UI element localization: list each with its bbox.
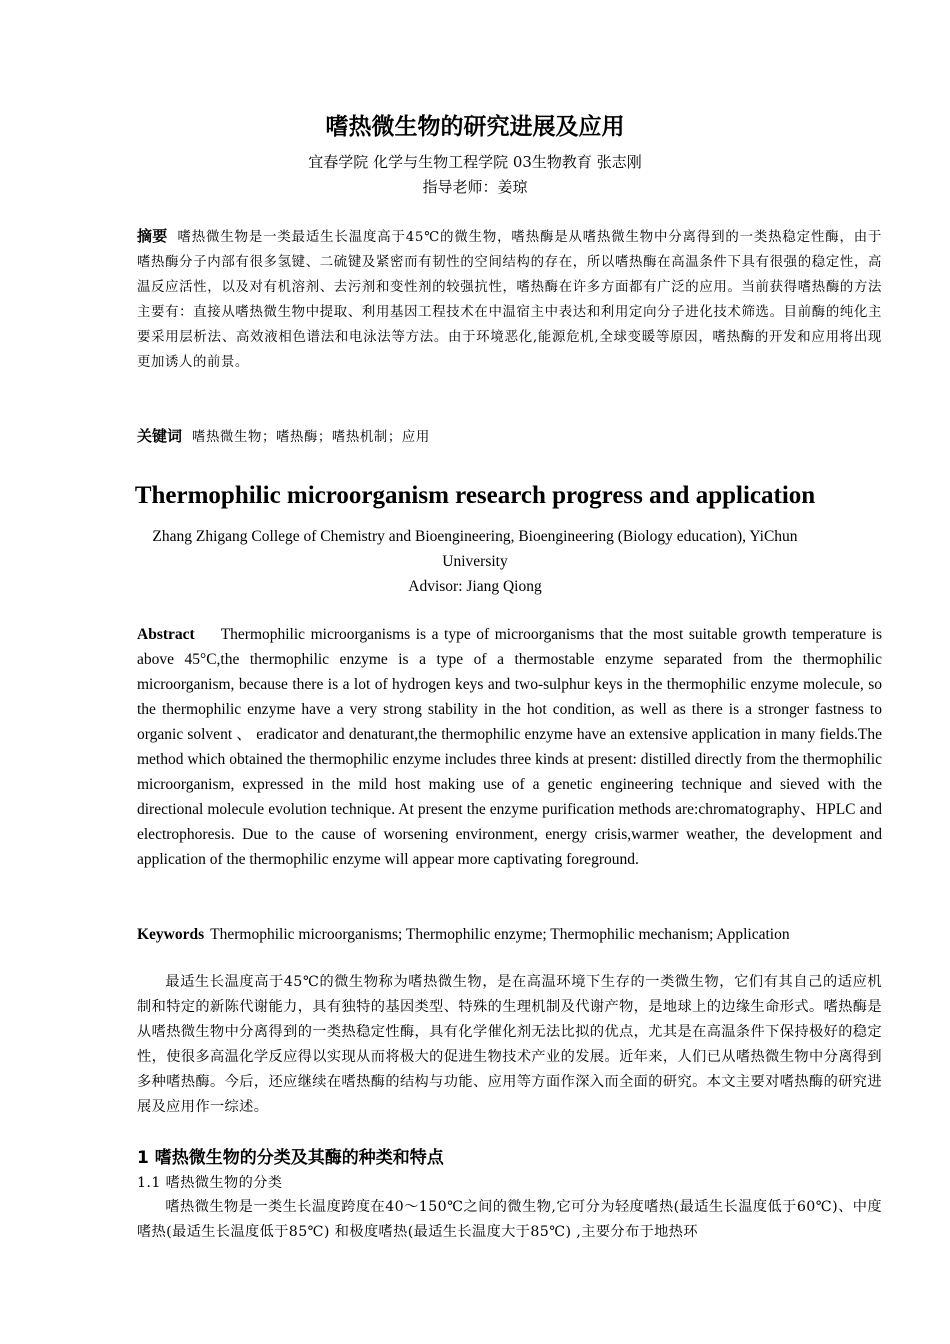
chinese-keywords [137,424,882,450]
english-keywords-text: Thermophilic microorganisms; Thermophilic enzyme; Thermophilic mechanism; Application [210,926,790,943]
chinese-abstract [137,224,882,375]
subsection-1-1-heading: 1.1 嗜热微生物的分类 [137,1175,283,1191]
chinese-keywords-text: 嗜热微生物；嗜热酶；嗜热机制；应用 [192,430,430,445]
english-keywords [137,922,882,947]
english-keywords-label: Keywords [137,926,205,943]
chinese-abstract-text: 嗜热微生物是一类最适生长温度高于45℃的微生物，嗜热酶是从嗜热微生物中分离得到的一类热稳定性酶，由于嗜热酶分子内部有很多氢键、二硫键及紧密而有韧性的空间结构的存在，所以嗜热酶在高温条件下具有很强的稳定性，高温反应活性，以及对有机溶剂、去污剂和变性剂的较强抗性，嗜热酶在许多方面都有广泛的应用。当前获得嗜热酶的方法主要有：直接从嗜热微生物中提取、利用基因工程技术在中温宿主中表达和利用定向分子进化技术筛选。目前酶的纯化主要采用层析法、高效液相色谱法和电泳法等方法。由于环境恶化,能源危机,全球变暖等原因，嗜热酶的开发和应用将出现更加诱人的前景。 [137,230,882,370]
chinese-advisor: 指导老师：姜琼 [422,178,528,196]
chinese-title: 嗜热微生物的研究进展及应用 [325,114,625,140]
english-abstract [137,622,882,872]
chinese-abstract-label: 摘要 [137,227,168,245]
english-title: Thermophilic microorganism research progress and application [134,482,816,509]
introduction-paragraph: 最适生长温度高于45℃的微生物称为嗜热微生物，是在高温环境下生存的一类微生物，它们有其自己的适应机制和特定的新陈代谢能力，具有独特的基因类型、特殊的生理机制及代谢产物，是地球上的边缘生命形式。嗜热酶是从嗜热微生物中分离得到的一类热稳定性酶，具有化学催化剂无法比拟的优点，尤其是在高温条件下保持极好的稳定性，使很多高温化学反应得以实现从而将极大的促进生物技术产业的发展。近年来，人们已从嗜热微生物中分离得到多种嗜热酶。今后，还应继续在嗜热酶的结构与功能、应用等方面作深入而全面的研究。本文主要对嗜热酶的研究进展及应用作一综述。 [137,974,882,1115]
english-abstract-text: Thermophilic microorganisms is a type of microorganisms that the most suitable growth temperature is above 45°C,the thermophilic enzyme is a type of a thermostable enzyme separated from the thermophilic microorganism, because there is a lot of hydrogen keys and two-sulphur keys in the thermophilic enzyme molecule, so the thermophilic enzyme have a very strong stability in the hot condition, as well as there is a stronger fastness to organic solvent 、 eradicator and denaturant,the thermophilic enzyme have an extensive application in many fields.The method which obtained the thermophilic enzyme includes three kinds at present: distilled directly from the thermophilic microorganism, expressed in the mild host making use of a genetic engineering technique and sieved with the directional molecule evolution technique. At present the enzyme purification methods are:chromatography、HPLC and electrophoresis. Due to the cause of worsening environment, energy crisis,warmer weather, the development and application of the thermophilic enzyme will appear more captivating foreground. [137,626,882,868]
english-advisor: Advisor: Jiang Qiong [408,578,542,595]
section-1-heading: 1 嗜热微生物的分类及其酶的种类和特点 [137,1148,444,1168]
english-affiliation-block [150,524,800,599]
subsection-1-1-paragraph: 嗜热微生物是一类生长温度跨度在40～150℃之间的微生物,它可分为轻度嗜热(最适生长温度低于60℃)、中度嗜热(最适生长温度低于85℃) 和极度嗜热(最适生长温度大于85℃) ,主要分布于地热环 [137,1199,882,1240]
english-abstract-label: Abstract [137,626,195,643]
english-affiliation: Zhang Zhigang College of Chemistry and Bioengineering, Bioengineering (Biology education), YiChun University [152,528,798,570]
chinese-affiliation: 宜春学院 化学与生物工程学院 03生物教育 张志刚 [308,153,642,171]
chinese-keywords-label: 关键词 [137,427,183,445]
